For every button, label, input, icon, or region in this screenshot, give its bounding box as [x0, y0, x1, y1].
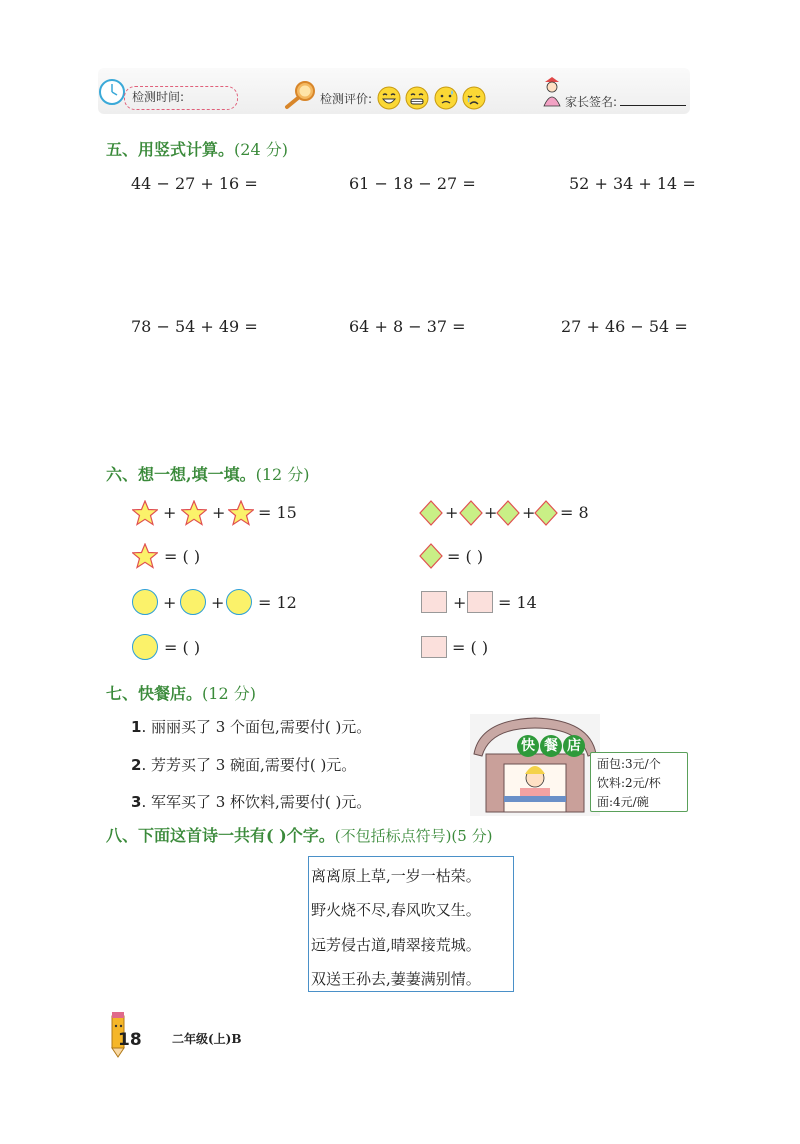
section6-title — [106, 462, 310, 485]
diamond-icon — [418, 500, 444, 526]
menu-item: 面:4元/碗 — [597, 795, 649, 809]
equation-2: 61 − 18 − 27 = — [349, 174, 476, 193]
section6-score: (12 分) — [255, 465, 310, 484]
section8-note: (不包括标点符号)(5 分) — [334, 827, 493, 845]
worried-face-icon[interactable] — [434, 86, 458, 110]
section5-title-text: 五、用竖式计算。 — [106, 140, 235, 159]
fast-food-shop-illustration — [470, 714, 600, 816]
grinning-face-icon[interactable] — [405, 86, 429, 110]
equation-3: 52 + 34 + 14 = — [569, 174, 696, 193]
question-2-text: . 芳芳买了 3 碗面,需要付( )元。 — [141, 756, 357, 774]
clock-icon — [98, 78, 126, 106]
laughing-face-icon[interactable] — [377, 86, 401, 110]
plus-sign: + — [445, 503, 459, 522]
section7-title — [106, 681, 256, 704]
equation-1: 44 − 27 + 16 = — [131, 174, 258, 193]
plus-sign: + — [163, 503, 177, 522]
question-3 — [131, 791, 371, 812]
question-3-text: . 军军买了 3 杯饮料,需要付( )元。 — [141, 793, 372, 811]
time-label: 检测时间: — [132, 90, 185, 104]
section7-score: (12 分) — [202, 684, 256, 703]
circle-icon — [180, 589, 206, 615]
section5-title — [106, 137, 288, 160]
circle-icon — [226, 589, 252, 615]
section8-title — [106, 823, 492, 846]
section5-score: (24 分) — [234, 140, 288, 159]
poem-line-2: 野火烧不尽,春风吹又生。 — [311, 901, 481, 919]
magnifier-icon — [283, 80, 319, 110]
circle-answer-blank[interactable]: = ( ) — [164, 638, 201, 657]
question-2 — [131, 754, 356, 775]
star-sum: = 15 — [258, 503, 297, 522]
poem-line-3: 远芳侵古道,晴翠接荒城。 — [311, 936, 481, 954]
question-1-text: . 丽丽买了 3 个面包,需要付( )元。 — [141, 718, 372, 736]
square-icon — [421, 636, 447, 658]
star-icon — [132, 543, 158, 569]
diamond-icon — [495, 500, 521, 526]
star-answer-blank[interactable]: = ( ) — [164, 547, 201, 566]
circle-icon — [132, 589, 158, 615]
crying-face-icon[interactable] — [462, 86, 486, 110]
question-3-number: 3 — [131, 793, 142, 811]
plus-sign: + — [522, 503, 536, 522]
equation-5: 64 + 8 − 37 = — [349, 317, 466, 336]
diamond-sum: = 8 — [560, 503, 589, 522]
grade-label: 二年级(上)B — [172, 1032, 242, 1046]
star-icon — [228, 500, 254, 526]
square-sum: = 14 — [498, 593, 537, 612]
equation-6: 27 + 46 − 54 = — [561, 317, 688, 336]
section7-title-text: 七、快餐店。 — [106, 684, 203, 703]
circle-sum: = 12 — [258, 593, 297, 612]
parent-sign-label: 家长签名: — [565, 95, 618, 109]
menu-item: 饮料:2元/杯 — [597, 776, 661, 790]
diamond-icon — [458, 500, 484, 526]
menu-item: 面包:3元/个 — [597, 757, 661, 771]
equation-4: 78 − 54 + 49 = — [131, 317, 258, 336]
circle-icon — [132, 634, 158, 660]
square-icon — [421, 591, 447, 613]
diamond-icon — [533, 500, 559, 526]
shop-sign-char: 餐 — [540, 735, 562, 757]
section6-title-text: 六、想一想,填一填。 — [106, 465, 256, 484]
poem-line-4: 双送王孙去,萋萋满别情。 — [311, 970, 481, 988]
question-2-number: 2 — [131, 756, 142, 774]
diamond-icon — [418, 543, 444, 569]
page-number: 18 — [118, 1030, 142, 1050]
square-icon — [467, 591, 493, 613]
plus-sign: + — [453, 593, 467, 612]
menu-board — [590, 752, 688, 812]
diamond-answer-blank[interactable]: = ( ) — [447, 547, 484, 566]
shop-sign-char: 快 — [517, 735, 539, 757]
question-1 — [131, 716, 371, 737]
square-answer-blank[interactable]: = ( ) — [452, 638, 489, 657]
plus-sign: + — [212, 503, 226, 522]
poem-line-1: 离离原上草,一岁一枯荣。 — [311, 867, 481, 885]
plus-sign: + — [484, 503, 498, 522]
plus-sign: + — [163, 593, 177, 612]
shop-sign-char: 店 — [563, 735, 585, 757]
shop-sign — [517, 735, 585, 757]
plus-sign: + — [211, 593, 225, 612]
star-icon — [181, 500, 207, 526]
parent-sign-line[interactable] — [620, 105, 686, 106]
question-1-number: 1 — [131, 718, 142, 736]
star-icon — [132, 500, 158, 526]
parent-figure-icon — [539, 76, 565, 110]
evaluation-label: 检测评价: — [320, 92, 373, 106]
section8-title-text: 八、下面这首诗一共有( )个字。 — [106, 826, 335, 845]
